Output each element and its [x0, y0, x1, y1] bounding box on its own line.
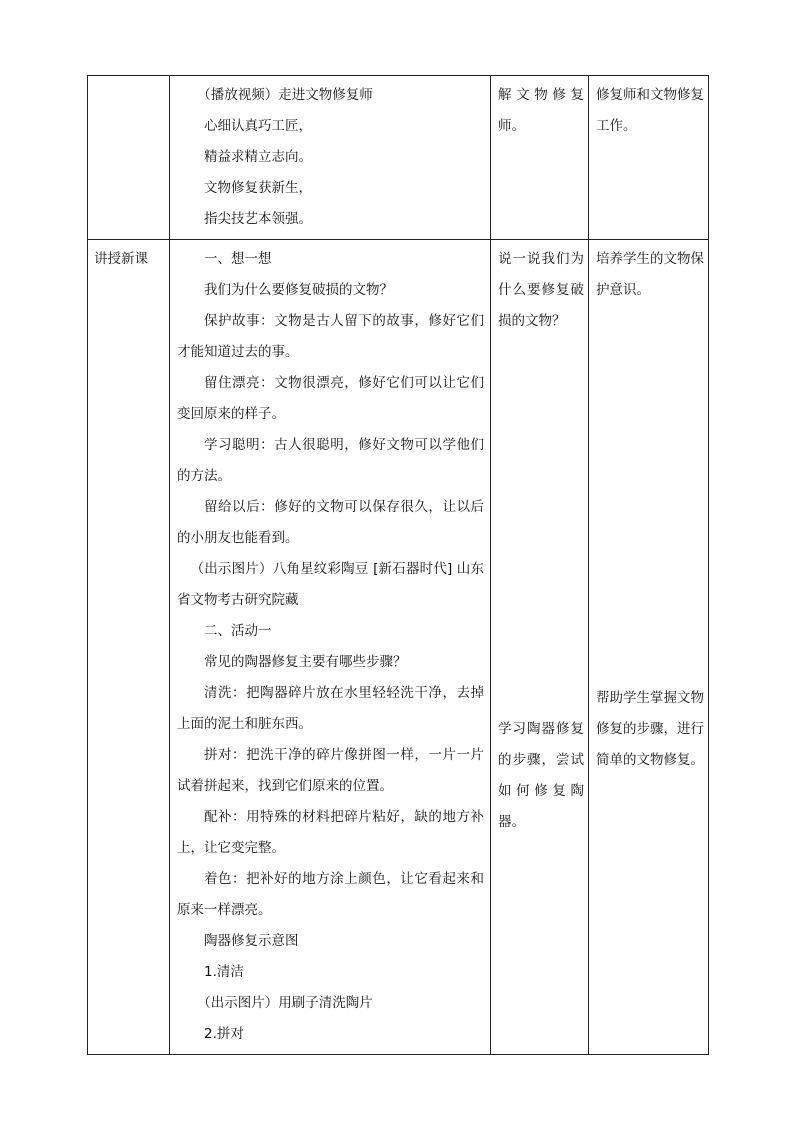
section-title: 二、活动一	[204, 623, 272, 639]
poem-line: 精益求精立志向。	[204, 149, 312, 165]
design-intent-text: 帮助学生掌握文物修复的步骤，进行简单的文物修复。	[596, 690, 704, 768]
design-intent-cell	[589, 240, 709, 1055]
lesson-plan-table	[87, 75, 709, 1055]
poem-line: 指尖技艺本领强。	[204, 211, 312, 227]
poem-line: 文物修复获新生，	[204, 180, 312, 196]
diagram-step: 1.清洁	[204, 964, 244, 980]
stage-cell	[88, 76, 170, 240]
step-paragraph: 拼对：把洗干净的碎片像拼图一样，一片一片试着拼起来，找到它们原来的位置。	[177, 747, 484, 794]
content-cell	[170, 240, 491, 1055]
step-paragraph: 着色：把补好的地方涂上颜色，让它看起来和原来一样漂亮。	[177, 871, 484, 918]
question-text: 常见的陶器修复主要有哪些步骤？	[204, 654, 407, 670]
student-activity-text: 学习陶器修复的步骤，尝试如何修复陶器。	[498, 721, 584, 830]
design-intent-text: 修复师和文物修复工作。	[596, 87, 704, 134]
step-paragraph: 配补：用特殊的材料把碎片粘好，缺的地方补上，让它变完整。	[177, 809, 484, 856]
spacer	[498, 337, 584, 714]
step-paragraph: 清洗：把陶器碎片放在水里轻轻洗干净，去掉上面的泥土和脏东西。	[177, 685, 484, 732]
design-intent-text: 培养学生的文物保护意识。	[596, 251, 704, 298]
student-activity-cell	[491, 76, 589, 240]
table-row	[88, 240, 709, 1055]
picture-note: （出示图片）八角星纹彩陶豆 [新石器时代] 山东省文物考古研究院藏	[177, 561, 484, 608]
reason-paragraph: 学习聪明：古人很聪明，修好文物可以学他们的方法。	[177, 437, 484, 484]
spacer	[596, 306, 704, 683]
video-line: （播放视频）走进文物修复师	[197, 87, 373, 103]
picture-note: （出示图片）用刷子清洗陶片	[197, 995, 373, 1011]
question-text: 我们为什么要修复破损的文物？	[204, 282, 393, 298]
stage-cell	[88, 240, 170, 1055]
content-cell	[170, 76, 491, 240]
poem-line: 心细认真巧工匠，	[204, 118, 312, 134]
student-activity-text: 解文物修复师。	[498, 87, 584, 134]
section-title: 一、想一想	[204, 251, 272, 267]
diagram-step: 2.拼对	[204, 1026, 244, 1042]
table-row	[88, 76, 709, 240]
reason-paragraph: 留给以后：修好的文物可以保存很久，让以后的小朋友也能看到。	[177, 499, 484, 546]
reason-paragraph: 保护故事：文物是古人留下的故事，修好它们才能知道过去的事。	[177, 313, 484, 360]
reason-paragraph: 留住漂亮：文物很漂亮，修好它们可以让它们变回原来的样子。	[177, 375, 484, 422]
design-intent-cell	[589, 76, 709, 240]
stage-label: 讲授新课	[94, 251, 148, 267]
student-activity-text: 说一说我们为什么要修复破损的文物？	[498, 251, 584, 329]
student-activity-cell	[491, 240, 589, 1055]
diagram-title: 陶器修复示意图	[204, 933, 299, 949]
